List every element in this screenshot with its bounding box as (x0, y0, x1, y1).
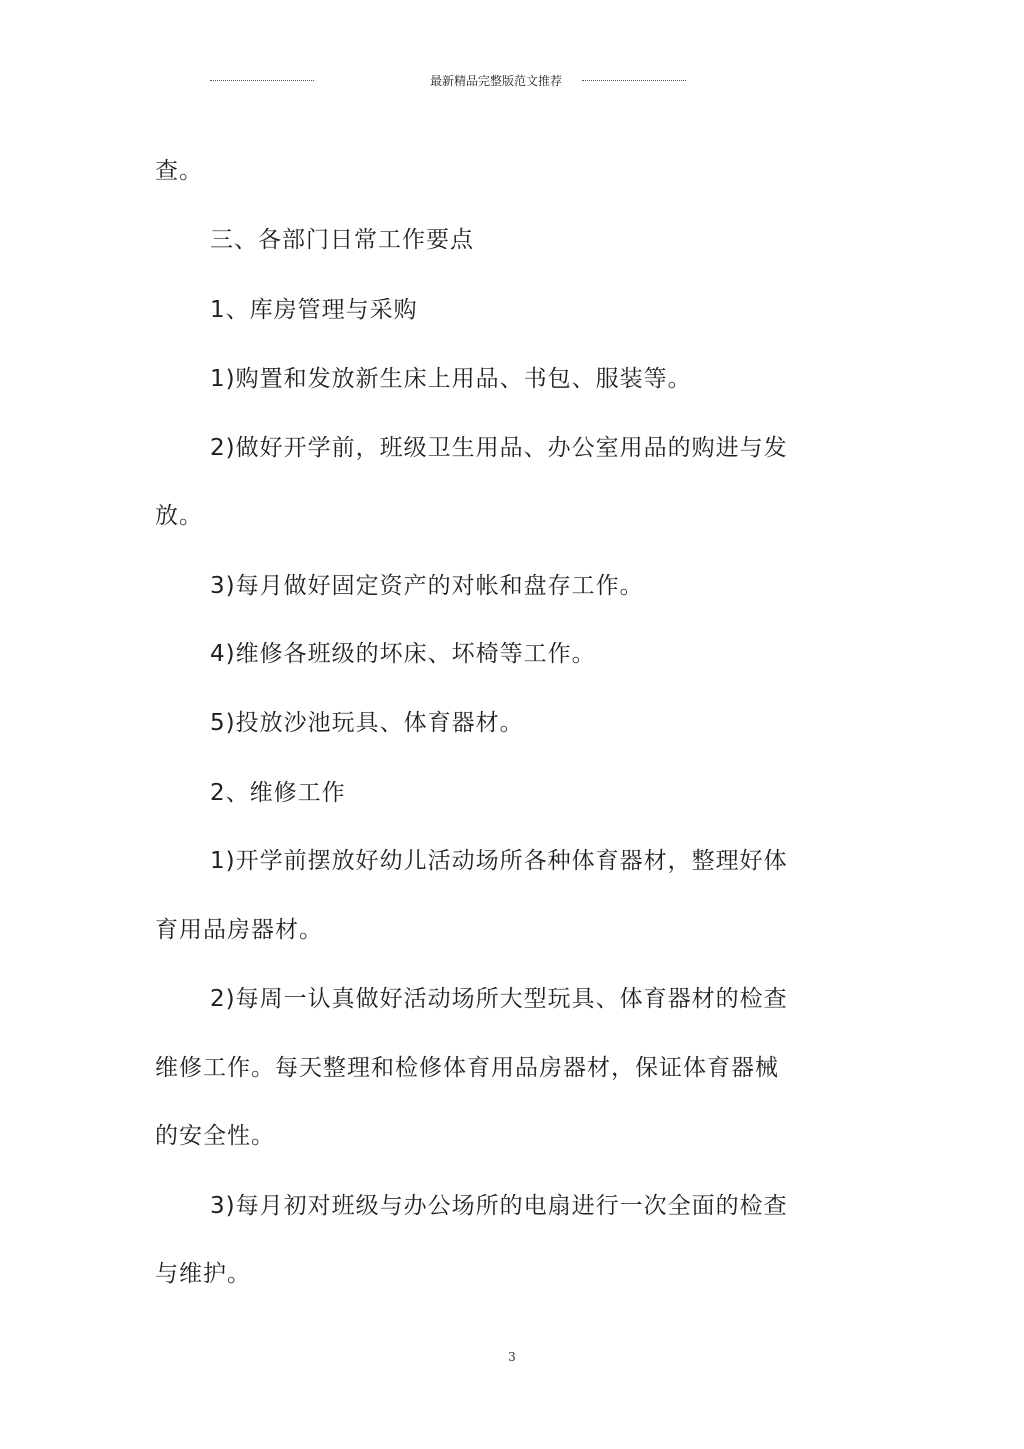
header-title: 最新精品完整版范文推荐 (430, 74, 563, 88)
text-line: 的安全性。 (155, 1123, 275, 1149)
text-line: 维修工作。每天整理和检修体育用品房器材，保证体育器械 (155, 1055, 779, 1081)
list-item: 5)投放沙池玩具、体育器材。 (210, 710, 524, 736)
section-heading: 三、各部门日常工作要点 (210, 227, 474, 253)
header-rule-left (210, 80, 314, 81)
text-line: 放。 (155, 503, 203, 529)
list-item: 3)每月初对班级与办公场所的电扇进行一次全面的检查 (210, 1193, 788, 1219)
list-item: 4)维修各班级的坏床、坏椅等工作。 (210, 641, 596, 667)
page-number: 3 (508, 1350, 516, 1364)
list-item: 1)购置和发放新生床上用品、书包、服装等。 (210, 366, 692, 392)
subsection-heading: 2、维修工作 (210, 780, 346, 806)
list-item: 3)每月做好固定资产的对帐和盘存工作。 (210, 573, 644, 599)
text-line: 与维护。 (155, 1261, 251, 1287)
list-item: 2)做好开学前，班级卫生用品、办公室用品的购进与发 (210, 435, 788, 461)
header-rule-right (582, 80, 686, 81)
list-item: 1)开学前摆放好幼儿活动场所各种体育器材，整理好体 (210, 848, 788, 874)
text-line: 查。 (155, 158, 203, 184)
subsection-heading: 1、库房管理与采购 (210, 297, 418, 323)
list-item: 2)每周一认真做好活动场所大型玩具、体育器材的检查 (210, 986, 788, 1012)
text-line: 育用品房器材。 (155, 917, 323, 943)
